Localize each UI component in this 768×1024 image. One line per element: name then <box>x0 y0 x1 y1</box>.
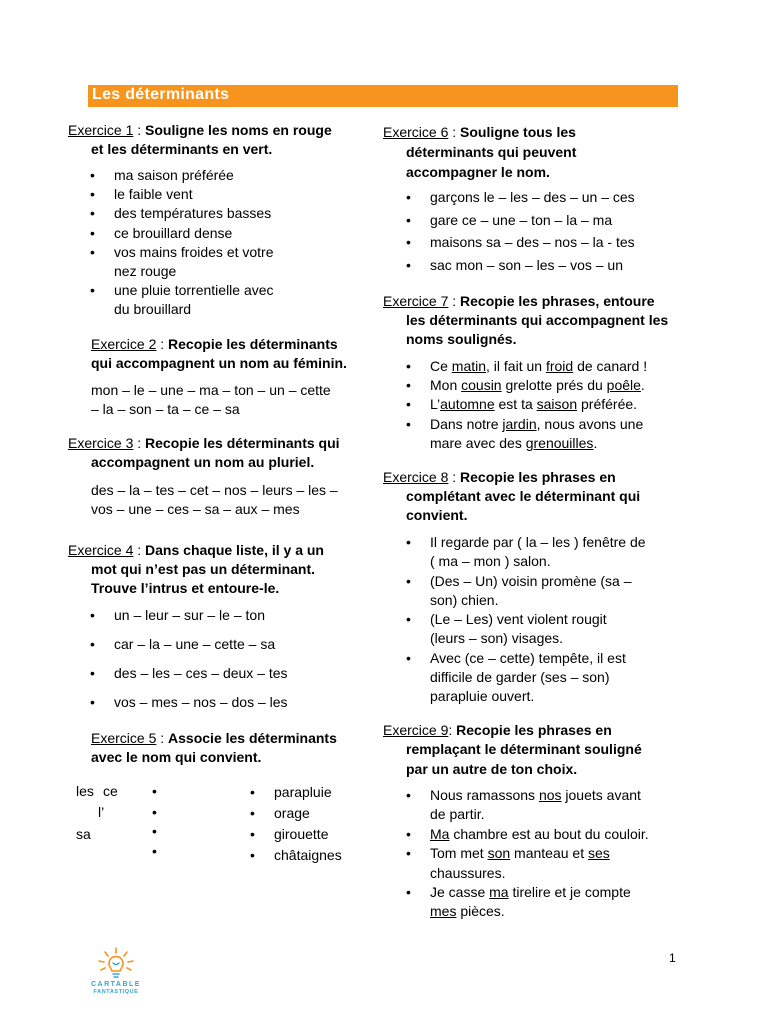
ex7-instruction-line2: les déterminants qui accompagnent les <box>406 312 669 328</box>
ex4-instruction-line2: mot qui n’est pas un déterminant. <box>91 561 316 577</box>
list-item: • garçons le – les – des – un – ces <box>430 188 635 207</box>
logo <box>88 946 144 996</box>
ex9-list <box>430 786 649 922</box>
ex8-instruction-line2: complétant avec le déterminant qui <box>406 488 641 504</box>
list-item: • girouette <box>274 824 342 845</box>
ex5-dot: • <box>152 804 157 820</box>
list-item: • des températures basses <box>114 204 274 223</box>
ex8-label: Exercice 8 <box>383 469 449 485</box>
list-item: • ma saison préférée <box>114 166 274 185</box>
ex7-heading: Exercice 7 : Recopie les phrases, entoure <box>383 293 655 309</box>
ex9-instruction-line3: par un autre de ton choix. <box>406 761 578 777</box>
ex1-list <box>114 166 274 320</box>
list-item: • le faible vent <box>114 185 274 204</box>
ex1-instruction-line2: et les déterminants en vert. <box>91 141 273 157</box>
ex9-heading: Exercice 9: Recopie les phrases en <box>383 722 612 738</box>
ex2-label: Exercice 2 <box>91 336 157 352</box>
ex2-line1: mon – le – une – ma – ton – un – cette <box>91 382 331 398</box>
list-item: • gare ce – une – ton – la – ma <box>430 211 635 230</box>
list-item: • Tom met son manteau et ses <box>430 844 649 863</box>
list-item: • Dans notre jardin, nous avons une <box>430 415 647 434</box>
list-item-cont: (leurs – son) visages. <box>430 630 564 647</box>
list-item: • Ma chambre est au bout du couloir. <box>430 825 649 844</box>
list-item-cont: difficile de garder (ses – son) <box>430 669 610 686</box>
ex5-dot: • <box>152 843 157 859</box>
list-item: • Nous ramassons nos jouets avant <box>430 786 649 805</box>
title-bar <box>88 85 678 107</box>
list-item: • (Le – Les) vent violent rougit <box>430 610 646 629</box>
ex7-list <box>430 357 647 453</box>
list-item: • Il regarde par ( la – les ) fenêtre de <box>430 533 646 552</box>
list-item: • parapluie <box>274 782 342 803</box>
list-item: • Ce matin, il fait un froid de canard ! <box>430 357 647 376</box>
ex1-heading: Exercice 1 : Souligne les noms en rouge <box>68 122 332 138</box>
ex7-label: Exercice 7 <box>383 293 449 309</box>
ex7-instruction-line3: noms soulignés. <box>406 331 517 347</box>
page-title: Les déterminants <box>92 86 230 103</box>
ex9-instruction-line2: remplaçant le déterminant souligné <box>406 741 642 757</box>
ex5-label: Exercice 5 <box>91 730 157 746</box>
list-item: • Mon cousin grelotte prés du poêle. <box>430 376 647 395</box>
ex4-heading: Exercice 4 : Dans chaque liste, il y a un <box>68 542 324 558</box>
list-item: • sac mon – son – les – vos – un <box>430 256 635 275</box>
list-item-cont: parapluie ouvert. <box>430 688 535 705</box>
ex5-det: ce <box>103 783 118 799</box>
list-item-cont: chaussures. <box>430 864 506 881</box>
list-item: • orage <box>274 803 342 824</box>
ex6-instruction-line3: accompagner le nom. <box>406 164 550 180</box>
page-number: 1 <box>669 951 676 965</box>
ex9-label: Exercice 9 <box>383 722 449 738</box>
list-item: • un – leur – sur – le – ton <box>114 606 288 625</box>
list-item-cont: nez rouge <box>114 263 177 280</box>
logo-text-line1: CARTABLE <box>91 981 141 988</box>
ex2-instruction-line2: qui accompagnent un nom au féminin. <box>91 355 347 371</box>
ex6-instruction-line2: déterminants qui peuvent <box>406 144 577 160</box>
ex3-label: Exercice 3 <box>68 435 134 451</box>
ex4-list <box>114 606 288 712</box>
list-item-cont: mes pièces. <box>430 903 505 920</box>
ex2-heading: Exercice 2 : Recopie les déterminants <box>91 336 338 352</box>
ex3-heading: Exercice 3 : Recopie les déterminants qui <box>68 435 340 451</box>
ex3-line1: des – la – tes – cet – nos – leurs – les – <box>91 482 338 498</box>
ex5-instruction-line2: avec le nom qui convient. <box>91 749 262 765</box>
list-item-cont: du brouillard <box>114 301 192 318</box>
ex4-label: Exercice 4 <box>68 542 134 558</box>
list-item: • vos – mes – nos – dos – les <box>114 693 288 712</box>
ex5-dot: • <box>152 783 157 799</box>
ex8-heading: Exercice 8 : Recopie les phrases en <box>383 469 616 485</box>
ex5-det: sa <box>76 826 91 842</box>
list-item-cont: son) chien. <box>430 591 499 608</box>
list-item: • une pluie torrentielle avec <box>114 281 274 300</box>
ex3-instruction-line2: accompagnent un nom au pluriel. <box>91 454 315 470</box>
ex5-det: les <box>76 783 94 799</box>
list-item: • vos mains froides et votre <box>114 243 274 262</box>
ex6-label: Exercice 6 <box>383 124 449 140</box>
ex3-line2: vos – une – ces – sa – aux – mes <box>91 501 300 517</box>
list-item: • car – la – une – cette – sa <box>114 635 288 654</box>
ex8-list <box>430 533 646 707</box>
list-item: • maisons sa – des – nos – la - tes <box>430 233 635 252</box>
list-item-cont: mare avec des grenouilles. <box>430 434 598 451</box>
ex1-label: Exercice 1 <box>68 122 134 138</box>
ex2-line2: – la – son – ta – ce – sa <box>91 401 240 417</box>
ex5-det: l’ <box>98 804 105 820</box>
logo-text-line2: FANTASTIQUE <box>93 989 139 995</box>
ex6-list <box>430 188 635 275</box>
lightbulb-icon <box>88 946 144 982</box>
list-item: • Avec (ce – cette) tempête, il est <box>430 649 646 668</box>
ex6-heading: Exercice 6 : Souligne tous les <box>383 124 576 140</box>
ex5-dot: • <box>152 823 157 839</box>
list-item: • Je casse ma tirelire et je compte <box>430 883 649 902</box>
list-item: • L’automne est ta saison préférée. <box>430 395 647 414</box>
list-item: • (Des – Un) voisin promène (sa – <box>430 572 646 591</box>
list-item: • ce brouillard dense <box>114 224 274 243</box>
ex5-nouns <box>274 782 342 866</box>
ex8-instruction-line3: convient. <box>406 507 468 523</box>
list-item: • châtaignes <box>274 845 342 866</box>
list-item: • des – les – ces – deux – tes <box>114 664 288 683</box>
list-item-cont: ( ma – mon ) salon. <box>430 553 551 570</box>
ex4-instruction-line3: Trouve l’intrus et entoure-le. <box>91 580 280 596</box>
list-item-cont: de partir. <box>430 806 485 823</box>
ex5-heading: Exercice 5 : Associe les déterminants <box>91 730 337 746</box>
